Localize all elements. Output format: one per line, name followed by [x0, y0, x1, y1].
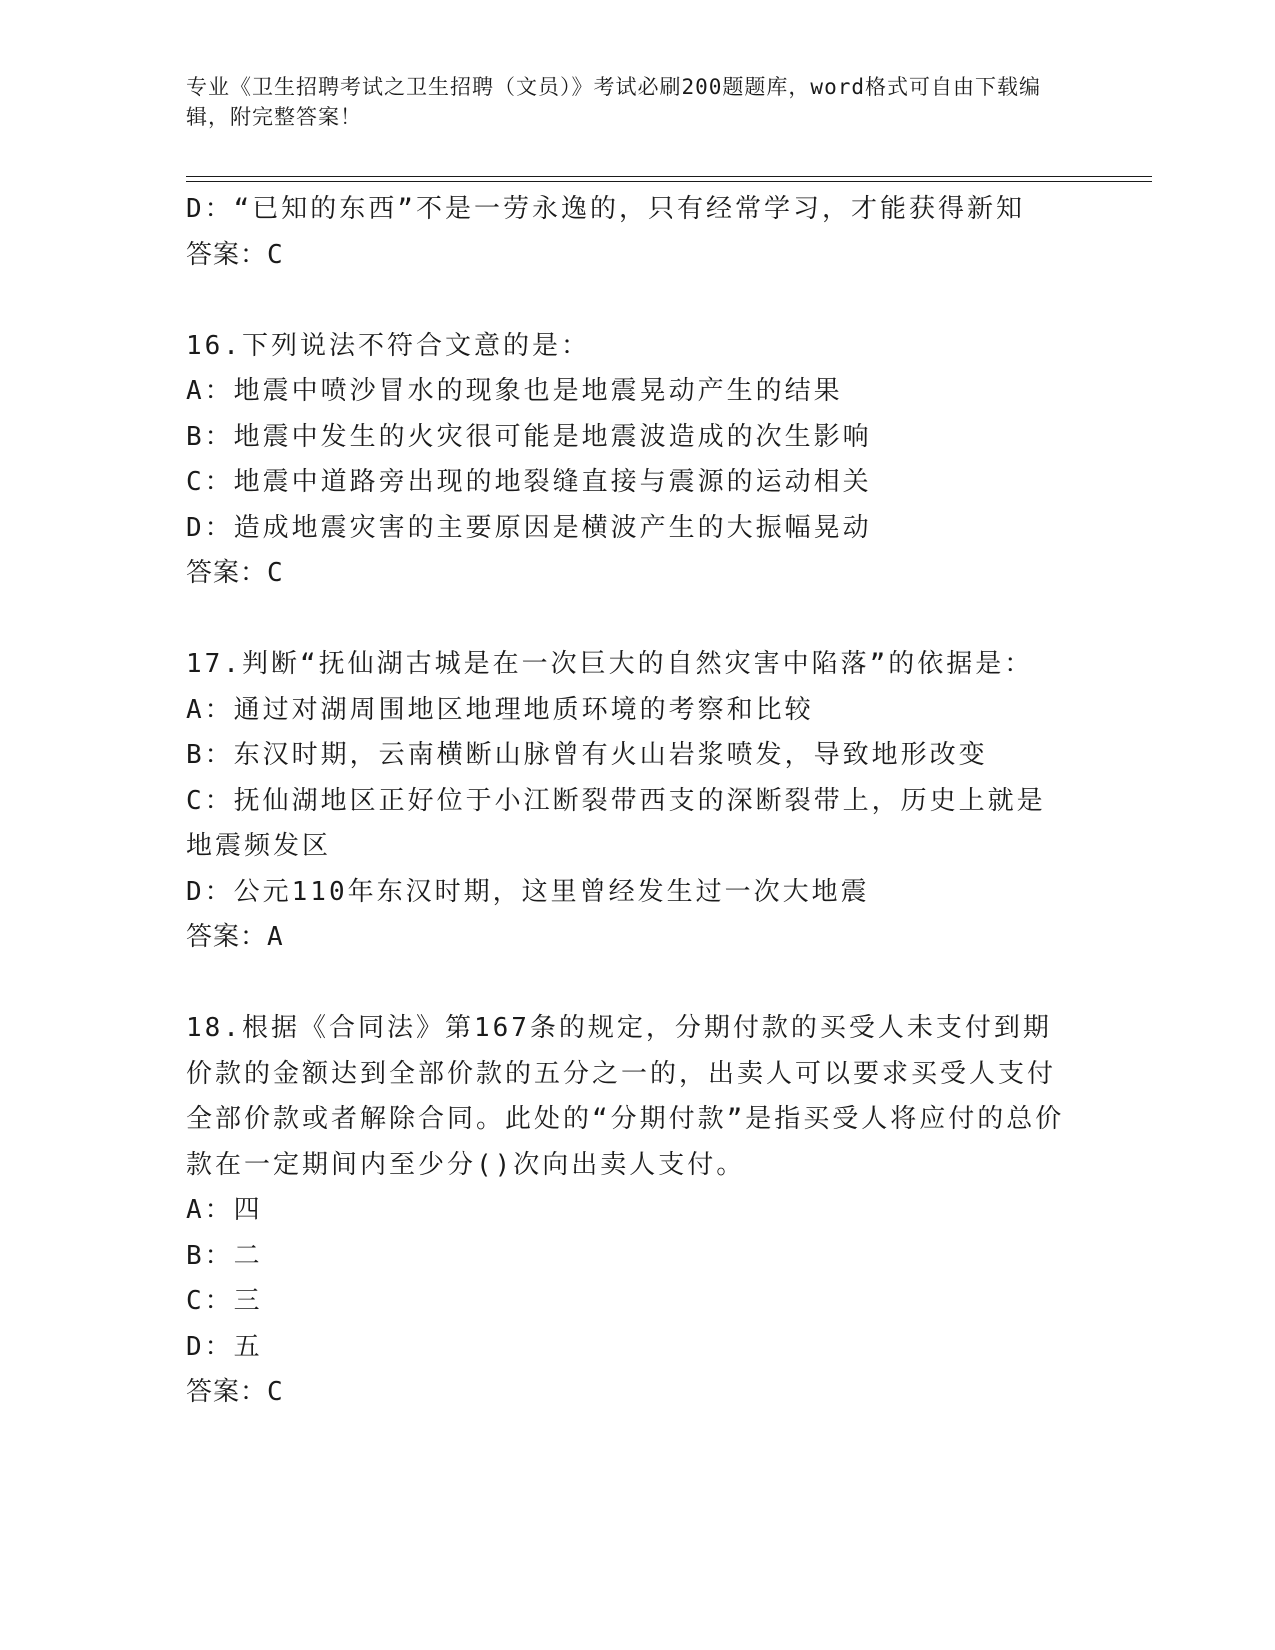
- q17-option-c: C：抚仙湖地区正好位于小江断裂带西支的深断裂带上，历史上就是地震频发区: [186, 785, 1046, 861]
- q17-option-d: D：公元110年东汉时期，这里曾经发生过一次大地震: [186, 876, 870, 907]
- q17-stem: 17.判断“抚仙湖古城是在一次巨大的自然灾害中陷落”的依据是：: [186, 649, 1034, 679]
- q16-option-b: B：地震中发生的火灾很可能是地震波造成的次生影响: [186, 421, 872, 452]
- spacer: [186, 597, 1066, 643]
- q17-answer: 答案：A: [186, 922, 284, 952]
- question-content: [186, 187, 1066, 1416]
- q18-option-d: D：五: [186, 1331, 263, 1362]
- q16-stem: 16.下列说法不符合文意的是：: [186, 330, 590, 361]
- q18-stem: 18.根据《合同法》第167条的规定，分期付款的买受人未支付到期价款的金额达到全部价款的五分之一的，出卖人可以要求买受人支付全部价款或者解除合同。此处的“分期付款”是指买受人将应付的总价款在一定期间内至少分()次向出卖人支付。: [186, 1013, 1065, 1180]
- q18-option-c: C：三: [186, 1286, 263, 1316]
- q18-option-a: A：四: [186, 1195, 263, 1225]
- header-rule-bottom: [186, 181, 1152, 182]
- q18-answer: 答案：C: [186, 1377, 284, 1407]
- q16-answer: 答案：C: [186, 558, 284, 588]
- q17-option-b: B：东汉时期，云南横断山脉曾有火山岩浆喷发，导致地形改变: [186, 740, 988, 770]
- header-rule-top: [186, 176, 1152, 177]
- spacer: [186, 278, 1066, 324]
- q16-option-c: C：地震中道路旁出现的地裂缝直接与震源的运动相关: [186, 467, 872, 497]
- q18-option-b: B：二: [186, 1240, 263, 1271]
- q16-option-a: A：地震中喷沙冒水的现象也是地震晃动产生的结果: [186, 376, 843, 406]
- q16-option-d: D：造成地震灾害的主要原因是横波产生的大振幅晃动: [186, 512, 872, 543]
- prev-answer: 答案：C: [186, 239, 284, 270]
- prev-option-d: D：“已知的东西”不是一劳永逸的，只有经常学习，才能获得新知: [186, 194, 1025, 224]
- q17-option-a: A：通过对湖周围地区地理地质环境的考察和比较: [186, 694, 814, 725]
- spacer: [186, 961, 1066, 1007]
- document-header: 专业《卫生招聘考试之卫生招聘（文员）》考试必刷200题题库，word格式可自由下载编辑，附完整答案！: [186, 75, 1041, 129]
